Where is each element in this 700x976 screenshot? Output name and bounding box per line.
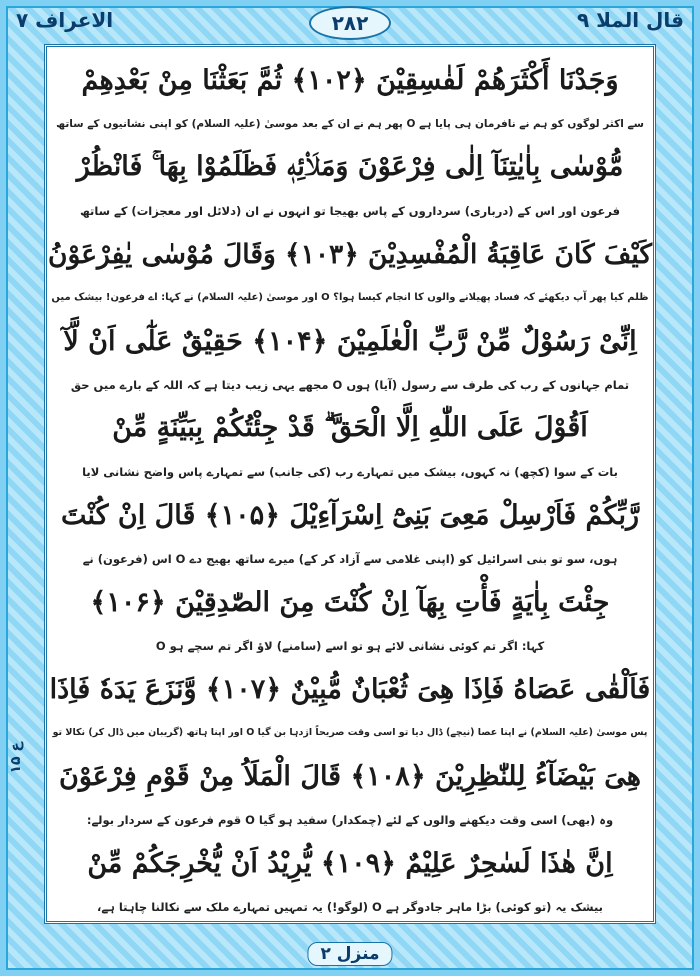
juz-title: قال الملا ۹ xyxy=(576,8,684,32)
verse-line-8: فَاَلْقٰى عَصَاهُ فَاِذَا هِىَ ثُعْبَانٌ مُّبِيْنٌ ﴿۱۰۷﴾ وَّنَزَعَ يَدَهٗ فَاِذَا xyxy=(47,656,653,722)
verse-line-5: اَقُوْلَ عَلَى اللّٰهِ اِلَّا الْحَقَّ ۗ قَدْ جِئْتُكُمْ بِبَيِّنَةٍ مِّنْ xyxy=(47,395,653,461)
verse-line-10: اِنَّ هٰذَا لَسٰحِرٌ عَلِيْمٌ ﴿۱۰۹﴾ يُّرِيْدُ اَنْ يُّخْرِجَكُمْ مِّنْ xyxy=(47,830,653,896)
verse-line-2: مُّوْسٰى بِاٰيٰتِنَآ اِلٰى فِرْعَوْنَ وَمَلَا۟ئِهٖ فَظَلَمُوْا بِهَا ۚ فَانْظُرْ xyxy=(47,134,653,200)
verse-line-4: اِنِّىْ رَسُوْلٌ مِّنْ رَّبِّ الْعٰلَمِيْنَ ﴿۱۰۴﴾ حَقِيْقٌ عَلٰٓى اَنْ لَّآ xyxy=(47,308,653,374)
verse-line-7: جِئْتَ بِاٰيَةٍ فَأْتِ بِهَآ اِنْ كُنْتَ مِنَ الصّٰدِقِيْنَ ﴿۱۰۶﴾ xyxy=(47,569,653,635)
verse-line-9: هِىَ بَيْضَآءُ لِلنّٰظِرِيْنَ ﴿۱۰۸﴾ قَالَ الْمَلَاُ مِنْ قَوْمِ فِرْعَوْنَ xyxy=(47,743,653,809)
verse-line-6: رَّبِّكُمْ فَاَرْسِلْ مَعِىَ بَنِىْٓ اِسْرَآءِيْلَ ﴿۱۰۵﴾ قَالَ اِنْ كُنْتَ xyxy=(47,482,653,548)
translation-line-7: کہا: اگر تم کوئی نشانی لائے ہو تو اسے (سامنے) لاؤ اگر تم سچے ہو O xyxy=(47,635,653,656)
manzil-label: منزل ۲ xyxy=(307,942,392,966)
translation-line-4: تمام جہانوں کے رب کی طرف سے رسول (آیا) ہوں O مجھے یہی زیب دیتا ہے کہ اللہ کے بارے میں حق xyxy=(47,374,653,395)
translation-line-10: بیشک یہ (تو کوئی) بڑا ماہر جادوگر ہے O (لوگو!) یہ تمہیں تمہارے ملک سے نکالنا چاہتا ہے، xyxy=(47,896,653,917)
page-number: ۲۸۲ xyxy=(309,6,391,40)
verse-line-3: كَيْفَ كَانَ عَاقِبَةُ الْمُفْسِدِيْنَ ﴿۱۰۳﴾ وَقَالَ مُوْسٰى يٰفِرْعَوْنُ xyxy=(47,221,653,287)
page-header xyxy=(6,6,694,40)
surah-title: الاعراف ۷ xyxy=(16,8,114,32)
ruku-marker: ۱۵ ع xyxy=(8,742,24,774)
translation-line-9: وہ (بھی) اسی وقت دیکھنے والوں کے لئے (چمکدار) سفید ہو گیا O قوم فرعون کے سردار بولے: xyxy=(47,809,653,830)
translation-line-5: بات کے سوا (کچھ) نہ کہوں، بیشک میں تمہارے رب (کی جانب) سے تمہارے پاس واضح نشانی لایا xyxy=(47,461,653,482)
translation-line-8: پس موسیٰ (علیہ السلام) نے اپنا عصا (نیچے) ڈال دیا تو اسی وقت صریحاً اژدہا بن گیا O اور اپنا ہاتھ (گریبان میں ڈال کر) نکالا تو xyxy=(47,722,653,743)
text-area xyxy=(44,44,656,924)
translation-line-6: ہوں، سو تو بنی اسرائیل کو (اپنی غلامی سے آزاد کر کے) میرے ساتھ بھیج دے O اس (فرعون) نے xyxy=(47,548,653,569)
verse-line-1: وَجَدْنَا أَكْثَرَهُمْ لَفٰسِقِيْنَ ﴿۱۰۲﴾ ثُمَّ بَعَثْنَا مِنْ بَعْدِهِمْ xyxy=(47,47,653,113)
translation-line-1: سے اکثر لوگوں کو ہم نے نافرمان ہی پایا ہے O پھر ہم نے ان کے بعد موسیٰ (علیہ السلام) کو اپنی نشانیوں کے ساتھ xyxy=(47,113,653,134)
translation-line-3: ظلم کیا پھر آپ دیکھئے کہ فساد پھیلانے والوں کا انجام کیسا ہوا؟ O اور موسیٰ (علیہ السلام) نے کہا: اے فرعون! بیشک میں xyxy=(47,287,653,308)
translation-line-2: فرعون اور اس کے (درباری) سرداروں کے پاس بھیجا تو انہوں نے ان (دلائل اور معجزات) کے ساتھ xyxy=(47,200,653,221)
